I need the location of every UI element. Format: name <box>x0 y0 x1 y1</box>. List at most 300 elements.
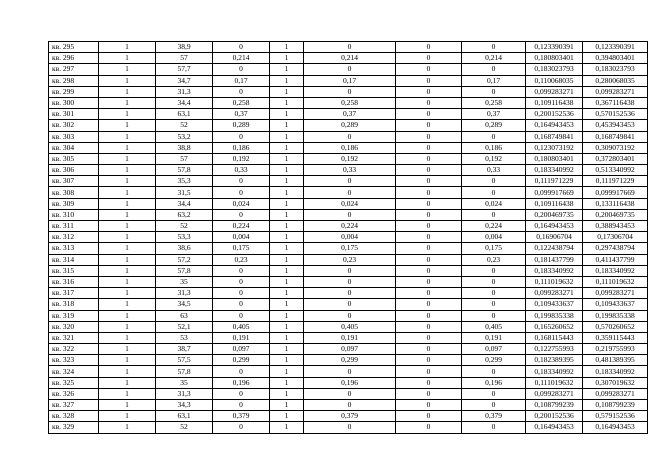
count-cell: 1 <box>99 42 156 53</box>
apartment-cell: кв. 307 <box>49 176 99 187</box>
coef-cell: 0,123390391 <box>526 42 583 53</box>
unit-cell: 1 <box>270 299 304 310</box>
count-cell: 1 <box>99 176 156 187</box>
area-cell: 34,5 <box>156 299 213 310</box>
table-row <box>49 344 648 355</box>
value-a-cell: 0 <box>213 366 270 377</box>
value-a-cell: 0,289 <box>213 120 270 131</box>
apartment-cell: кв. 322 <box>49 344 99 355</box>
zero-cell: 0 <box>396 299 462 310</box>
count-cell: 1 <box>99 388 156 399</box>
count-cell: 1 <box>99 97 156 108</box>
count-cell: 1 <box>99 53 156 64</box>
value-c-cell: 0,192 <box>462 153 526 164</box>
table-row <box>49 131 648 142</box>
total-cell: 0,219755993 <box>583 344 648 355</box>
value-a-cell: 0,299 <box>213 355 270 366</box>
unit-cell: 1 <box>270 53 304 64</box>
table-row <box>49 288 648 299</box>
apartment-cell: кв. 315 <box>49 265 99 276</box>
value-c-cell: 0 <box>462 64 526 75</box>
count-cell: 1 <box>99 310 156 321</box>
value-a-cell: 0 <box>213 86 270 97</box>
value-c-cell: 0,258 <box>462 97 526 108</box>
value-a-cell: 0,379 <box>213 411 270 422</box>
table-row <box>49 355 648 366</box>
zero-cell: 0 <box>396 97 462 108</box>
total-cell: 0,570260652 <box>583 321 648 332</box>
total-cell: 0,411437799 <box>583 254 648 265</box>
table-row <box>49 332 648 343</box>
zero-cell: 0 <box>396 109 462 120</box>
value-c-cell: 0 <box>462 388 526 399</box>
apartment-cell: кв. 310 <box>49 209 99 220</box>
unit-cell: 1 <box>270 64 304 75</box>
value-a-cell: 0 <box>213 176 270 187</box>
total-cell: 0,183340992 <box>583 265 648 276</box>
value-a-cell: 0 <box>213 42 270 53</box>
area-cell: 38,9 <box>156 42 213 53</box>
coef-cell: 0,180803401 <box>526 153 583 164</box>
zero-cell: 0 <box>396 64 462 75</box>
value-b-cell: 0 <box>304 422 396 433</box>
zero-cell: 0 <box>396 366 462 377</box>
area-cell: 52 <box>156 221 213 232</box>
count-cell: 1 <box>99 153 156 164</box>
value-b-cell: 0 <box>304 265 396 276</box>
value-c-cell: 0 <box>462 176 526 187</box>
area-cell: 31,3 <box>156 288 213 299</box>
total-cell: 0,570152536 <box>583 109 648 120</box>
area-cell: 57,5 <box>156 355 213 366</box>
apartment-cell: кв. 298 <box>49 75 99 86</box>
zero-cell: 0 <box>396 411 462 422</box>
coef-cell: 0,181437799 <box>526 254 583 265</box>
apartment-cell: кв. 309 <box>49 198 99 209</box>
total-cell: 0,133116438 <box>583 198 648 209</box>
unit-cell: 1 <box>270 265 304 276</box>
unit-cell: 1 <box>270 120 304 131</box>
value-c-cell: 0,379 <box>462 411 526 422</box>
coef-cell: 0,099917669 <box>526 187 583 198</box>
coef-cell: 0,109116438 <box>526 198 583 209</box>
coef-cell: 0,164943453 <box>526 422 583 433</box>
table-row <box>49 53 648 64</box>
zero-cell: 0 <box>396 321 462 332</box>
total-cell: 0,099283271 <box>583 288 648 299</box>
count-cell: 1 <box>99 75 156 86</box>
coef-cell: 0,168115443 <box>526 332 583 343</box>
value-b-cell: 0 <box>304 299 396 310</box>
unit-cell: 1 <box>270 422 304 433</box>
coef-cell: 0,164943453 <box>526 120 583 131</box>
unit-cell: 1 <box>270 142 304 153</box>
value-a-cell: 0,258 <box>213 97 270 108</box>
table-row <box>49 187 648 198</box>
table-row <box>49 388 648 399</box>
coef-cell: 0,16906704 <box>526 232 583 243</box>
zero-cell: 0 <box>396 232 462 243</box>
zero-cell: 0 <box>396 400 462 411</box>
area-cell: 57,8 <box>156 366 213 377</box>
value-c-cell: 0 <box>462 310 526 321</box>
total-cell: 0,123390391 <box>583 42 648 53</box>
count-cell: 1 <box>99 411 156 422</box>
value-b-cell: 0 <box>304 276 396 287</box>
value-c-cell: 0,17 <box>462 75 526 86</box>
table-row <box>49 411 648 422</box>
table-row <box>49 276 648 287</box>
value-c-cell: 0 <box>462 400 526 411</box>
apartment-cell: кв. 306 <box>49 165 99 176</box>
unit-cell: 1 <box>270 221 304 232</box>
table-row <box>49 209 648 220</box>
table-row <box>49 153 648 164</box>
count-cell: 1 <box>99 265 156 276</box>
count-cell: 1 <box>99 131 156 142</box>
unit-cell: 1 <box>270 153 304 164</box>
total-cell: 0,099917669 <box>583 187 648 198</box>
zero-cell: 0 <box>396 176 462 187</box>
value-a-cell: 0 <box>213 288 270 299</box>
value-c-cell: 0,196 <box>462 377 526 388</box>
area-cell: 52,1 <box>156 321 213 332</box>
zero-cell: 0 <box>396 377 462 388</box>
unit-cell: 1 <box>270 109 304 120</box>
zero-cell: 0 <box>396 153 462 164</box>
value-a-cell: 0,405 <box>213 321 270 332</box>
coef-cell: 0,111019632 <box>526 377 583 388</box>
coef-cell: 0,165260652 <box>526 321 583 332</box>
coef-cell: 0,123073192 <box>526 142 583 153</box>
zero-cell: 0 <box>396 221 462 232</box>
count-cell: 1 <box>99 299 156 310</box>
count-cell: 1 <box>99 276 156 287</box>
value-c-cell: 0 <box>462 288 526 299</box>
unit-cell: 1 <box>270 355 304 366</box>
count-cell: 1 <box>99 355 156 366</box>
value-c-cell: 0,37 <box>462 109 526 120</box>
value-a-cell: 0,175 <box>213 243 270 254</box>
area-cell: 63,1 <box>156 411 213 422</box>
value-b-cell: 0 <box>304 86 396 97</box>
coef-cell: 0,109433637 <box>526 299 583 310</box>
count-cell: 1 <box>99 165 156 176</box>
value-a-cell: 0,097 <box>213 344 270 355</box>
table-row <box>49 254 648 265</box>
coef-cell: 0,099283271 <box>526 388 583 399</box>
count-cell: 1 <box>99 254 156 265</box>
table-row <box>49 321 648 332</box>
area-cell: 57 <box>156 153 213 164</box>
apartment-cell: кв. 329 <box>49 422 99 433</box>
value-b-cell: 0,024 <box>304 198 396 209</box>
coef-cell: 0,168749841 <box>526 131 583 142</box>
value-c-cell: 0 <box>462 299 526 310</box>
area-cell: 31,3 <box>156 388 213 399</box>
unit-cell: 1 <box>270 276 304 287</box>
area-cell: 34,7 <box>156 75 213 86</box>
count-cell: 1 <box>99 209 156 220</box>
value-c-cell: 0,214 <box>462 53 526 64</box>
total-cell: 0,164943453 <box>583 422 648 433</box>
area-cell: 31,3 <box>156 86 213 97</box>
value-c-cell: 0,175 <box>462 243 526 254</box>
value-a-cell: 0 <box>213 310 270 321</box>
apartment-cell: кв. 326 <box>49 388 99 399</box>
zero-cell: 0 <box>396 332 462 343</box>
zero-cell: 0 <box>396 254 462 265</box>
count-cell: 1 <box>99 64 156 75</box>
value-b-cell: 0,23 <box>304 254 396 265</box>
unit-cell: 1 <box>270 411 304 422</box>
coef-cell: 0,180803401 <box>526 53 583 64</box>
apartment-cell: кв. 317 <box>49 288 99 299</box>
value-c-cell: 0,097 <box>462 344 526 355</box>
apartment-cell: кв. 313 <box>49 243 99 254</box>
zero-cell: 0 <box>396 265 462 276</box>
unit-cell: 1 <box>270 321 304 332</box>
value-b-cell: 0,379 <box>304 411 396 422</box>
coef-cell: 0,109116438 <box>526 97 583 108</box>
count-cell: 1 <box>99 422 156 433</box>
value-b-cell: 0 <box>304 187 396 198</box>
total-cell: 0,280068035 <box>583 75 648 86</box>
count-cell: 1 <box>99 332 156 343</box>
value-b-cell: 0 <box>304 288 396 299</box>
value-b-cell: 0 <box>304 176 396 187</box>
count-cell: 1 <box>99 187 156 198</box>
apartment-cell: кв. 327 <box>49 400 99 411</box>
total-cell: 0,388943453 <box>583 221 648 232</box>
value-a-cell: 0 <box>213 276 270 287</box>
value-b-cell: 0,004 <box>304 232 396 243</box>
value-c-cell: 0 <box>462 422 526 433</box>
unit-cell: 1 <box>270 209 304 220</box>
table-row <box>49 198 648 209</box>
value-a-cell: 0 <box>213 209 270 220</box>
table-row <box>49 265 648 276</box>
value-a-cell: 0,37 <box>213 109 270 120</box>
value-b-cell: 0 <box>304 64 396 75</box>
area-cell: 57 <box>156 53 213 64</box>
unit-cell: 1 <box>270 176 304 187</box>
value-c-cell: 0 <box>462 86 526 97</box>
value-a-cell: 0 <box>213 400 270 411</box>
total-cell: 0,513340992 <box>583 165 648 176</box>
apartment-cell: кв. 320 <box>49 321 99 332</box>
value-c-cell: 0,33 <box>462 165 526 176</box>
zero-cell: 0 <box>396 131 462 142</box>
apartment-cell: кв. 318 <box>49 299 99 310</box>
unit-cell: 1 <box>270 288 304 299</box>
coef-cell: 0,200469735 <box>526 209 583 220</box>
apartment-cell: кв. 300 <box>49 97 99 108</box>
value-a-cell: 0 <box>213 265 270 276</box>
area-cell: 53,3 <box>156 232 213 243</box>
total-cell: 0,394803401 <box>583 53 648 64</box>
value-a-cell: 0,192 <box>213 153 270 164</box>
count-cell: 1 <box>99 120 156 131</box>
table-row <box>49 120 648 131</box>
table-row <box>49 86 648 97</box>
coef-cell: 0,164943453 <box>526 221 583 232</box>
table-row <box>49 109 648 120</box>
total-cell: 0,453943453 <box>583 120 648 131</box>
value-a-cell: 0 <box>213 388 270 399</box>
total-cell: 0,183023793 <box>583 64 648 75</box>
apartment-cell: кв. 296 <box>49 53 99 64</box>
area-cell: 63,2 <box>156 209 213 220</box>
coef-cell: 0,199835338 <box>526 310 583 321</box>
area-cell: 53,2 <box>156 131 213 142</box>
area-cell: 57,7 <box>156 64 213 75</box>
value-a-cell: 0,214 <box>213 53 270 64</box>
area-cell: 63 <box>156 310 213 321</box>
unit-cell: 1 <box>270 86 304 97</box>
unit-cell: 1 <box>270 254 304 265</box>
zero-cell: 0 <box>396 142 462 153</box>
table-row <box>49 422 648 433</box>
total-cell: 0,297438794 <box>583 243 648 254</box>
apartment-cell: кв. 323 <box>49 355 99 366</box>
unit-cell: 1 <box>270 400 304 411</box>
apartment-cell: кв. 302 <box>49 120 99 131</box>
apartment-cell: кв. 312 <box>49 232 99 243</box>
value-b-cell: 0 <box>304 42 396 53</box>
value-b-cell: 0 <box>304 366 396 377</box>
count-cell: 1 <box>99 243 156 254</box>
value-b-cell: 0,186 <box>304 142 396 153</box>
table-row <box>49 75 648 86</box>
value-a-cell: 0 <box>213 131 270 142</box>
value-b-cell: 0,192 <box>304 153 396 164</box>
value-a-cell: 0,196 <box>213 377 270 388</box>
count-cell: 1 <box>99 232 156 243</box>
zero-cell: 0 <box>396 209 462 220</box>
coef-cell: 0,200152536 <box>526 411 583 422</box>
value-b-cell: 0,097 <box>304 344 396 355</box>
value-a-cell: 0,191 <box>213 332 270 343</box>
value-c-cell: 0,299 <box>462 355 526 366</box>
total-cell: 0,099283271 <box>583 86 648 97</box>
table-row <box>49 64 648 75</box>
coef-cell: 0,108799239 <box>526 400 583 411</box>
area-cell: 52 <box>156 422 213 433</box>
count-cell: 1 <box>99 366 156 377</box>
unit-cell: 1 <box>270 366 304 377</box>
table-row <box>49 310 648 321</box>
table-row <box>49 366 648 377</box>
unit-cell: 1 <box>270 187 304 198</box>
total-cell: 0,17306704 <box>583 232 648 243</box>
count-cell: 1 <box>99 109 156 120</box>
count-cell: 1 <box>99 86 156 97</box>
value-a-cell: 0 <box>213 187 270 198</box>
total-cell: 0,309073192 <box>583 142 648 153</box>
total-cell: 0,109433637 <box>583 299 648 310</box>
coef-cell: 0,183340992 <box>526 366 583 377</box>
unit-cell: 1 <box>270 344 304 355</box>
value-c-cell: 0,224 <box>462 221 526 232</box>
zero-cell: 0 <box>396 243 462 254</box>
total-cell: 0,199835338 <box>583 310 648 321</box>
value-c-cell: 0,405 <box>462 321 526 332</box>
unit-cell: 1 <box>270 165 304 176</box>
value-b-cell: 0 <box>304 400 396 411</box>
value-b-cell: 0,17 <box>304 75 396 86</box>
unit-cell: 1 <box>270 243 304 254</box>
apartment-cell: кв. 316 <box>49 276 99 287</box>
table-row <box>49 299 648 310</box>
zero-cell: 0 <box>396 422 462 433</box>
unit-cell: 1 <box>270 332 304 343</box>
area-cell: 34,4 <box>156 97 213 108</box>
table-row <box>49 165 648 176</box>
count-cell: 1 <box>99 344 156 355</box>
value-a-cell: 0,23 <box>213 254 270 265</box>
table-row <box>49 377 648 388</box>
zero-cell: 0 <box>396 120 462 131</box>
apartment-cell: кв. 304 <box>49 142 99 153</box>
value-a-cell: 0 <box>213 64 270 75</box>
zero-cell: 0 <box>396 75 462 86</box>
area-cell: 35 <box>156 276 213 287</box>
area-cell: 34,4 <box>156 198 213 209</box>
apartment-cell: кв. 311 <box>49 221 99 232</box>
apartment-cell: кв. 325 <box>49 377 99 388</box>
value-b-cell: 0,37 <box>304 109 396 120</box>
area-cell: 57,2 <box>156 254 213 265</box>
area-cell: 57,8 <box>156 265 213 276</box>
coef-cell: 0,111971229 <box>526 176 583 187</box>
coef-cell: 0,111019632 <box>526 276 583 287</box>
coef-cell: 0,182389395 <box>526 355 583 366</box>
apartment-cell: кв. 319 <box>49 310 99 321</box>
value-c-cell: 0 <box>462 265 526 276</box>
coef-cell: 0,183340992 <box>526 165 583 176</box>
value-a-cell: 0,024 <box>213 198 270 209</box>
coef-cell: 0,122755993 <box>526 344 583 355</box>
value-b-cell: 0 <box>304 310 396 321</box>
value-c-cell: 0 <box>462 209 526 220</box>
area-cell: 38,8 <box>156 142 213 153</box>
apartment-cell: кв. 301 <box>49 109 99 120</box>
count-cell: 1 <box>99 198 156 209</box>
value-c-cell: 0,024 <box>462 198 526 209</box>
zero-cell: 0 <box>396 165 462 176</box>
value-a-cell: 0,17 <box>213 75 270 86</box>
value-a-cell: 0 <box>213 299 270 310</box>
table-row <box>49 400 648 411</box>
zero-cell: 0 <box>396 276 462 287</box>
apartment-cell: кв. 321 <box>49 332 99 343</box>
zero-cell: 0 <box>396 388 462 399</box>
apartment-cell: кв. 297 <box>49 64 99 75</box>
total-cell: 0,108799239 <box>583 400 648 411</box>
value-b-cell: 0,191 <box>304 332 396 343</box>
table-row <box>49 142 648 153</box>
total-cell: 0,168749841 <box>583 131 648 142</box>
table-row <box>49 42 648 53</box>
coef-cell: 0,099283271 <box>526 86 583 97</box>
coef-cell: 0,110068035 <box>526 75 583 86</box>
total-cell: 0,200469735 <box>583 209 648 220</box>
zero-cell: 0 <box>396 288 462 299</box>
unit-cell: 1 <box>270 232 304 243</box>
coef-cell: 0,200152536 <box>526 109 583 120</box>
coef-cell: 0,183340992 <box>526 265 583 276</box>
